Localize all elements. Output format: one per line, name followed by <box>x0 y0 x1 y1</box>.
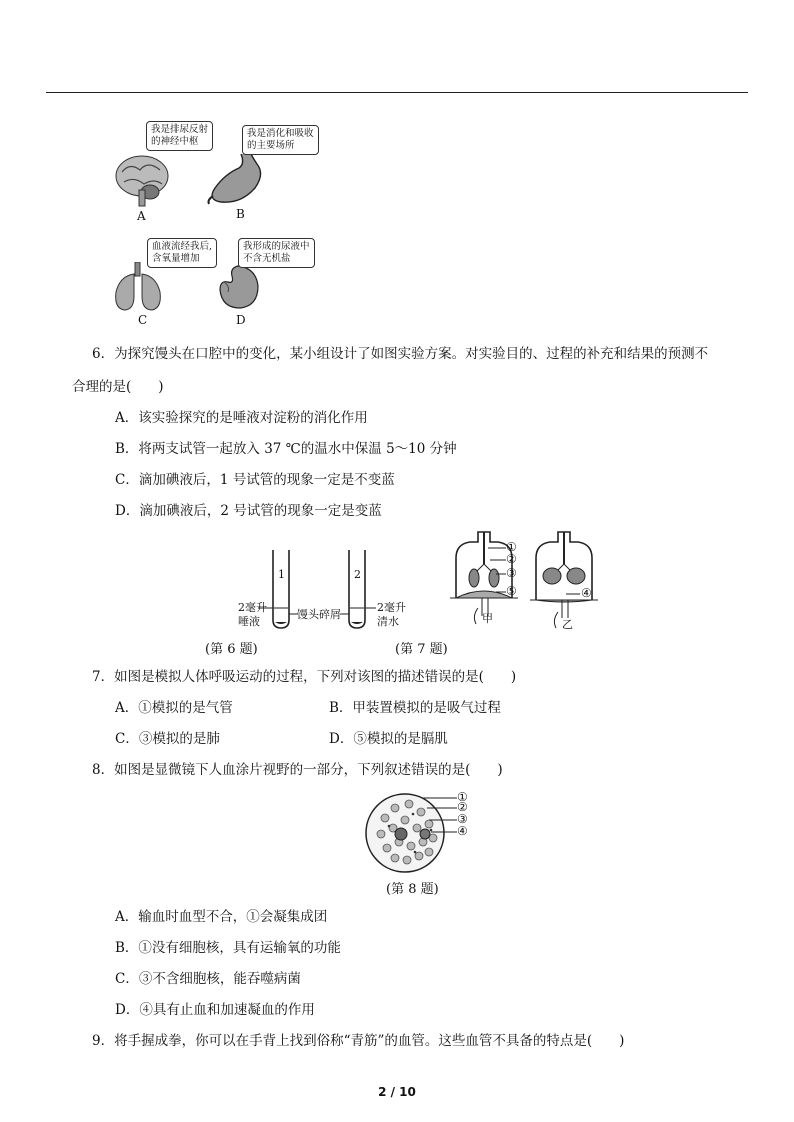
lungs-illustration <box>112 262 164 312</box>
smear-marker-3: ③ <box>457 812 468 826</box>
jar-yi-label: 乙 <box>562 618 573 631</box>
kidney-illustration <box>216 262 262 312</box>
q6-option-b: B．将两支试管一起放入 37 ℃的温水中保温 5～10 分钟 <box>115 441 457 457</box>
water-amount: 2毫升 <box>377 601 406 614</box>
figure-bell-jar <box>448 528 608 653</box>
marker-4: ④ <box>581 586 592 600</box>
smear-marker-1: ① <box>457 790 468 804</box>
q8-option-c: C．③不含细胞核，能吞噬病菌 <box>115 971 301 987</box>
q7-option-d: D．⑤模拟的是膈肌 <box>329 731 448 747</box>
bubble-c-line2: 含氧量增加 <box>152 253 200 264</box>
stomach-illustration <box>205 150 267 205</box>
bubble-d-line2: 不含无机盐 <box>243 253 291 264</box>
marker-3: ③ <box>506 566 517 580</box>
q7-option-c: C．③模拟的是肺 <box>115 731 220 747</box>
page-number: 2 / 10 <box>378 1085 416 1099</box>
q6-option-d: D．滴加碘液后，2 号试管的现象一定是变蓝 <box>115 503 382 519</box>
header-rule <box>46 92 748 93</box>
fig7-caption: (第 7 题) <box>395 642 448 657</box>
bubble-a <box>146 121 213 151</box>
bubble-b-line2: 的主要场所 <box>247 140 295 151</box>
figure-test-tubes <box>230 548 420 638</box>
saliva-label: 唾液 <box>238 615 260 628</box>
q7-option-a: A．①模拟的是气管 <box>115 700 233 716</box>
label-b: B <box>236 207 245 221</box>
q7-stem: 7．如图是模拟人体呼吸运动的过程，下列对该图的描述错误的是( ) <box>92 669 517 685</box>
q8-option-d: D．④具有止血和加速凝血的作用 <box>115 1002 315 1018</box>
figure-blood-smear <box>365 788 485 878</box>
q6-option-a: A．该实验探究的是唾液对淀粉的消化作用 <box>115 410 368 426</box>
smear-marker-2: ② <box>457 800 468 814</box>
marker-1: ① <box>506 540 517 554</box>
q9-stem: 9．将手握成拳，你可以在手背上找到俗称“青筋”的血管。这些血管不具备的特点是( ) <box>92 1033 625 1049</box>
bubble-b <box>242 125 319 155</box>
label-c: C <box>138 313 148 327</box>
bubble-c-line1: 血液流经我后, <box>152 241 213 252</box>
bread-crumbs-label: 馒头碎屑 <box>297 608 341 621</box>
bubble-a-line1: 我是排尿反射 <box>151 124 209 135</box>
bubble-d <box>238 238 315 268</box>
q6-option-c: C．滴加碘液后，1 号试管的现象一定是不变蓝 <box>115 472 395 488</box>
q6-stem-line1: 6．为探究馒头在口腔中的变化，某小组设计了如图实验方案。对实验目的、过程的补充和结果的预测不 <box>92 346 709 362</box>
fig8-caption: (第 8 题) <box>386 882 439 897</box>
label-d: D <box>236 313 246 327</box>
tube-1-label: 1 <box>278 568 285 581</box>
q8-option-a: A．输血时血型不合，①会凝集成团 <box>115 909 328 925</box>
marker-2: ② <box>506 552 517 566</box>
q6-stem-line2: 合理的是( ) <box>72 379 164 395</box>
bubble-d-line1: 我形成的尿液中 <box>243 241 310 252</box>
tube-2-label: 2 <box>354 568 361 581</box>
marker-5: ⑤ <box>506 584 517 598</box>
water-label: 清水 <box>377 615 399 628</box>
q8-option-b: B．①没有细胞核，具有运输氧的功能 <box>115 940 341 956</box>
bubble-a-line2: 的神经中枢 <box>151 136 199 147</box>
label-a: A <box>137 209 146 223</box>
bubble-c <box>147 238 217 268</box>
bubble-b-line1: 我是消化和吸收 <box>247 128 314 139</box>
jar-jia-label: 甲 <box>482 612 493 625</box>
fig6-caption: (第 6 题) <box>205 642 258 657</box>
saliva-amount: 2毫升 <box>238 601 267 614</box>
smear-marker-4: ④ <box>457 824 468 838</box>
q8-stem: 8．如图是显微镜下人血涂片视野的一部分，下列叙述错误的是( ) <box>92 762 503 778</box>
q7-option-b: B．甲装置模拟的是吸气过程 <box>329 700 501 716</box>
brain-illustration <box>112 150 174 210</box>
